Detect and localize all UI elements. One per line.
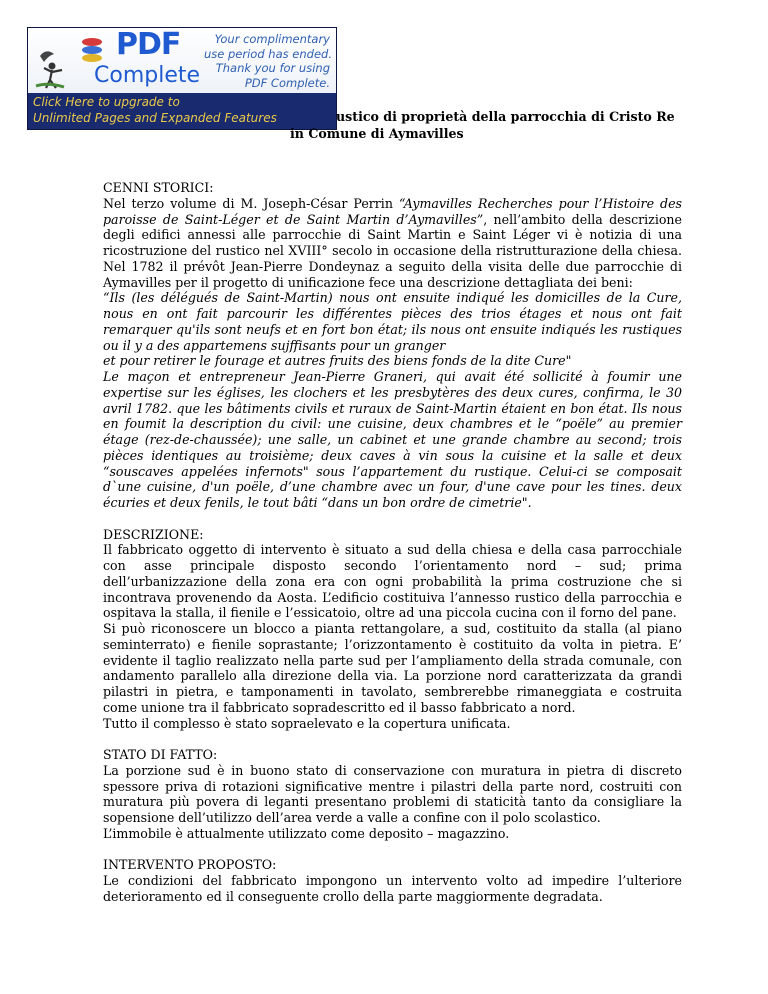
intervento-paragraph: Le condizioni del fabbricato impongono un intervento volto ad impedire l’ulteriore deterioramento ed il conseguente crollo della parte maggiormente degradata. xyxy=(103,873,682,904)
cenni-intro xyxy=(103,196,682,291)
cenni-quote: “Ils (les délégués de Saint-Martin) nous ont ensuite indiqué les domicilles de la Cure, nous en ont fait parcourir les différentes pièces des trios étages et nous ont fait remarquer qu'ils sont neufs et en fort bon état; ils nous ont ensuite indiqués les rustiques ou il y a des appartemens sujffisants pour un granger xyxy=(103,290,682,353)
upgrade-banner[interactable] xyxy=(27,27,337,130)
upgrade-link-line[interactable]: Click Here to upgrade to xyxy=(33,95,180,109)
section-heading-stato: STATO DI FATTO: xyxy=(103,747,218,762)
document-body xyxy=(103,180,682,905)
banner-message-line: Your complimentary xyxy=(214,32,330,46)
stato-paragraph: L’immobile è attualmente utilizzato come deposito – magazzino. xyxy=(103,825,510,841)
upgrade-link-line[interactable]: Unlimited Pages and Expanded Features xyxy=(33,110,277,125)
banner-message xyxy=(204,32,330,90)
cenni-intro-suffix: , nell’ambito della descrizione degli edifici annessi alle parrocchie di Saint Martin e Saint Léger vi è notizia di una ricostruzione del rustico nel XVIII° secolo in occasione della ristrutturazione della chiesa. Nel 1782 il prévôt Jean-Pierre Dondeynaz a seguito della visita delle due parrocchie di Aymavilles per il progetto di unificazione fece una descrizione dettagliata dei beni: xyxy=(103,211,682,290)
banner-message-line: use period has ended. xyxy=(204,46,332,61)
descrizione-paragraph: Tutto il complesso è stato sopraelevato e la copertura unificata. xyxy=(103,715,511,731)
banner-logo-pdf: PDF xyxy=(116,27,181,62)
section-gap xyxy=(103,842,682,858)
document-title-line2: in Comune di Aymavilles xyxy=(290,126,464,141)
section-heading-descrizione: DESCRIZIONE: xyxy=(103,526,204,542)
banner-message-line: Thank you for using xyxy=(215,61,330,75)
cenni-quote: Le maçon et entrepreneur Jean-Pierre Graneri, qui avait été sollicité à foumir une expertise sur les églises, les clochers et les presbytères des deux cures, confirma, le 30 avril 1782. que les bâtiments civils et ruraux de Saint-Martin étaient en bon état. Ils nous en foumit la description du civil: une cuisine, deux chambres et le “poële” au premier étage (rez-de-chaussée); une salle, un cabinet et une grande chambre au second; trois pièces identiques au troisième; deux caves à vin sous la cuisine et la salle et deux “souscaves appelées infernots" sous l’appartement du rustique. Celui-ci se composait d`une cuisine, d'un poële, d’une chambre avec un four, d'une cave pour les tines. deux écuries et deux fenils, le tout bâti “dans un bon ordre de cimetrie". xyxy=(103,369,682,510)
section-gap xyxy=(103,511,682,527)
stato-paragraph: La porzione sud è in buono stato di conservazione con muratura in pietra di discreto spessore priva di rotazioni significative mentre i pilastri della parte nord, costruiti con muratura più povera di leganti presentano problemi di staticità tanto da consigliare la sopensione dell’utilizzo dell’area verde a valle a confine con il polo scolastico. xyxy=(103,762,682,825)
descrizione-paragraph: Si può riconoscere un blocco a pianta rettangolare, a sud, costituito da stalla (al piano seminterrato) e fienile soprastante; l’orizzontamento è costituito da volta in pietra. E’ evidente il taglio realizzato nella parte sud per l’ampliamento della strada comunale, con andamento parallelo alla direzione della via. La porzione nord caratterizzata da grandi pilastri in pietra, e tamponamenti in tavolato, sembrerebbe rimaneggiata e costruita come unione tra il fabbricato sopradescritto ed il basso fabbricato a nord. xyxy=(103,621,682,715)
document-title-line1: ustico di proprietà della parrocchia di Cristo Re xyxy=(336,109,675,124)
cenni-book-title: “Aymavilles Recherches pour l’Histoire des paroisse de Saint-Léger et de Saint Martin d’Aymavilles” xyxy=(103,195,682,227)
flying-figure-icon xyxy=(34,46,76,90)
banner-logo-complete: Complete xyxy=(94,63,201,88)
upgrade-link[interactable] xyxy=(33,95,333,126)
section-heading-intervento: INTERVENTO PROPOSTO: xyxy=(103,857,277,873)
banner-message-line: PDF Complete. xyxy=(244,75,330,90)
section-gap xyxy=(103,731,682,747)
descrizione-paragraph: Il fabbricato oggetto di intervento è situato a sud della chiesa e della casa parrocchiale con asse principale disposto secondo l’orientamento nord – sud; prima dell’urbanizzazione della zona era con ogni probabilità la prima costruzione che si incontrava provenendo da Aosta. L’edificio costituiva l’annesso rustico della parrocchia e ospitava la stalla, il fienile e l’essicatoio, oltre ad una piccola cucina con il forno del pane. xyxy=(103,542,682,621)
section-heading-cenni: CENNI STORICI: xyxy=(103,180,214,195)
cenni-quote: et pour retirer le fourage et autres fruits des biens fonds de la dite Cure" xyxy=(103,353,572,369)
cenni-intro-prefix: Nel terzo volume di M. Joseph-César Perrin xyxy=(103,195,399,211)
